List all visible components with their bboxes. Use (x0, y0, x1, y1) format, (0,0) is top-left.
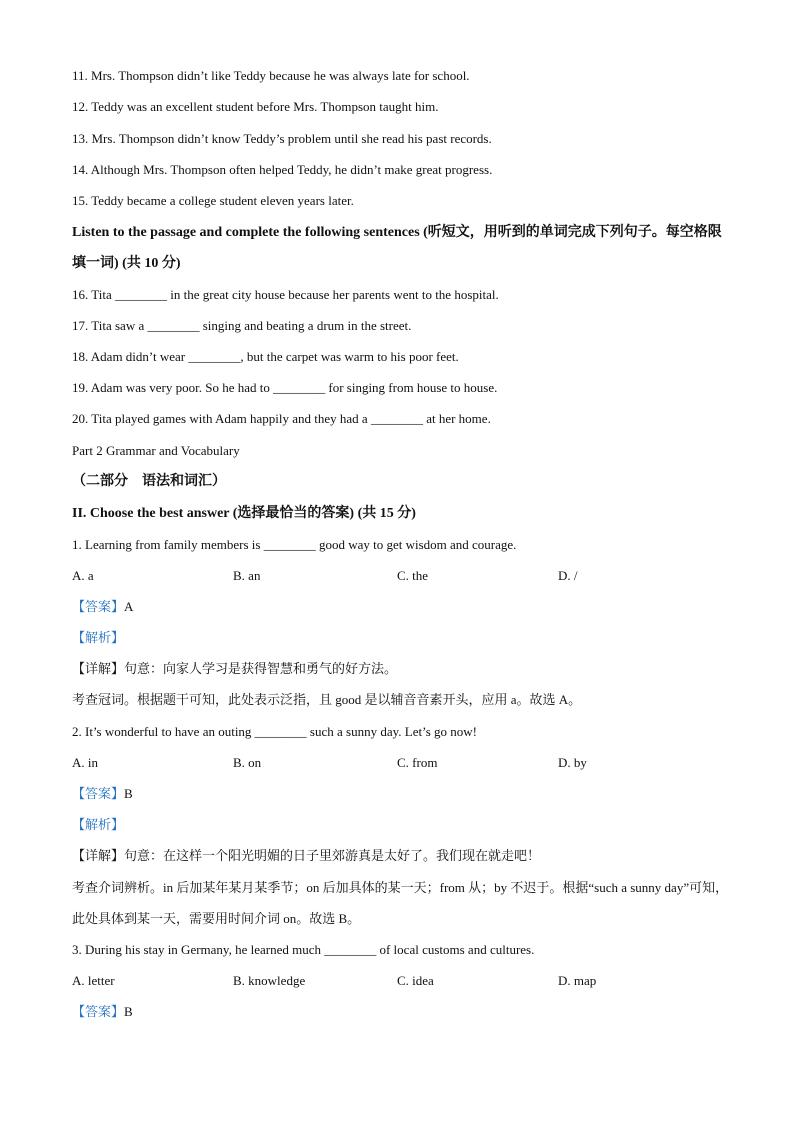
statement-13: 13. Mrs. Thompson didn’t know Teddy’s problem until she read his past records. (72, 131, 492, 146)
question-3-answer (72, 1003, 734, 1021)
part2-title: Part 2 Grammar and Vocabulary (72, 443, 240, 458)
analysis-label: 【解析】 (72, 817, 125, 832)
statement-11: 11. Mrs. Thompson didn’t like Teddy because he was always late for school. (72, 68, 470, 83)
question-2-option-a: A. in (72, 755, 98, 770)
statement-12: 12. Teddy was an excellent student before Mrs. Thompson taught him. (72, 99, 439, 114)
question-1-option-c: C. the (397, 568, 429, 583)
part2-subtitle: （二部分 语法和词汇） (72, 474, 226, 489)
question-1-stem: 1. Learning from family members is ________ good way to get wisdom and courage. (72, 537, 517, 552)
question-1-option-d: D. / (558, 568, 578, 583)
answer-value: B (124, 1004, 133, 1019)
answer-label: 【答案】 (72, 1004, 125, 1019)
question-2-analysis (72, 816, 734, 834)
question-3-stem: 3. During his stay in Germany, he learned much ________ of local customs and cultures. (72, 942, 535, 957)
question-2-option-c: C. from (397, 755, 438, 770)
question-2-option-d: D. by (558, 755, 587, 770)
detail-text: 句意：在这样一个阳光明媚的日子里郊游真是太好了。我们现在就走吧！ (124, 848, 541, 863)
question-3-option-c: C. idea (397, 973, 434, 988)
analysis-label: 【解析】 (72, 630, 125, 645)
answer-label: 【答案】 (72, 599, 125, 614)
question-1-detail (72, 660, 734, 678)
question-2-answer (72, 785, 734, 803)
sentence-18: 18. Adam didn’t wear ________, but the carpet was warm to his poor feet. (72, 349, 459, 364)
detail-label: 【详解】 (72, 848, 125, 863)
detail-text: 句意：向家人学习是获得智慧和勇气的好方法。 (124, 661, 398, 676)
sentence-20: 20. Tita played games with Adam happily and they had a ________ at her home. (72, 411, 491, 426)
question-1-analysis (72, 629, 734, 647)
section2-heading: II. Choose the best answer (选择最恰当的答案) (共 15 分) (72, 506, 416, 521)
statement-15: 15. Teddy became a college student eleven years later. (72, 193, 354, 208)
question-1-option-b: B. an (233, 568, 261, 583)
question-2-stem: 2. It’s wonderful to have an outing ________ such a sunny day. Let’s go now! (72, 724, 477, 739)
question-1-explanation: 考查冠词。根据题干可知，此处表示泛指，且 good 是以辅音音素开头，应用 a。故选 A。 (72, 692, 582, 707)
question-3-option-b: B. knowledge (233, 973, 306, 988)
sentence-16: 16. Tita ________ in the great city house because her parents went to the hospital. (72, 287, 499, 302)
question-2-detail (72, 847, 734, 865)
listening-heading: Listen to the passage and complete the following sentences (听短文，用听到的单词完成下列句子。每空格限填一词) (共 10 分) (72, 225, 722, 271)
question-3-option-d: D. map (558, 973, 597, 988)
detail-label: 【详解】 (72, 661, 125, 676)
sentence-17: 17. Tita saw a ________ singing and beating a drum in the street. (72, 318, 412, 333)
sentence-19: 19. Adam was very poor. So he had to ________ for singing from house to house. (72, 380, 498, 395)
question-2-option-b: B. on (233, 755, 262, 770)
statement-14: 14. Although Mrs. Thompson often helped Teddy, he didn’t make great progress. (72, 162, 493, 177)
question-3-option-a: A. letter (72, 973, 115, 988)
question-1-option-a: A. a (72, 568, 94, 583)
question-2-explanation: 考查介词辨析。in 后加某年某月某季节；on 后加具体的某一天；from 从；by 不迟于。根据“such a sunny day”可知，此处具体到某一天，需要用时间介词 on。故选 B。 (72, 880, 729, 926)
answer-value: A (124, 599, 134, 614)
question-1-answer (72, 598, 734, 616)
answer-label: 【答案】 (72, 786, 125, 801)
answer-value: B (124, 786, 133, 801)
